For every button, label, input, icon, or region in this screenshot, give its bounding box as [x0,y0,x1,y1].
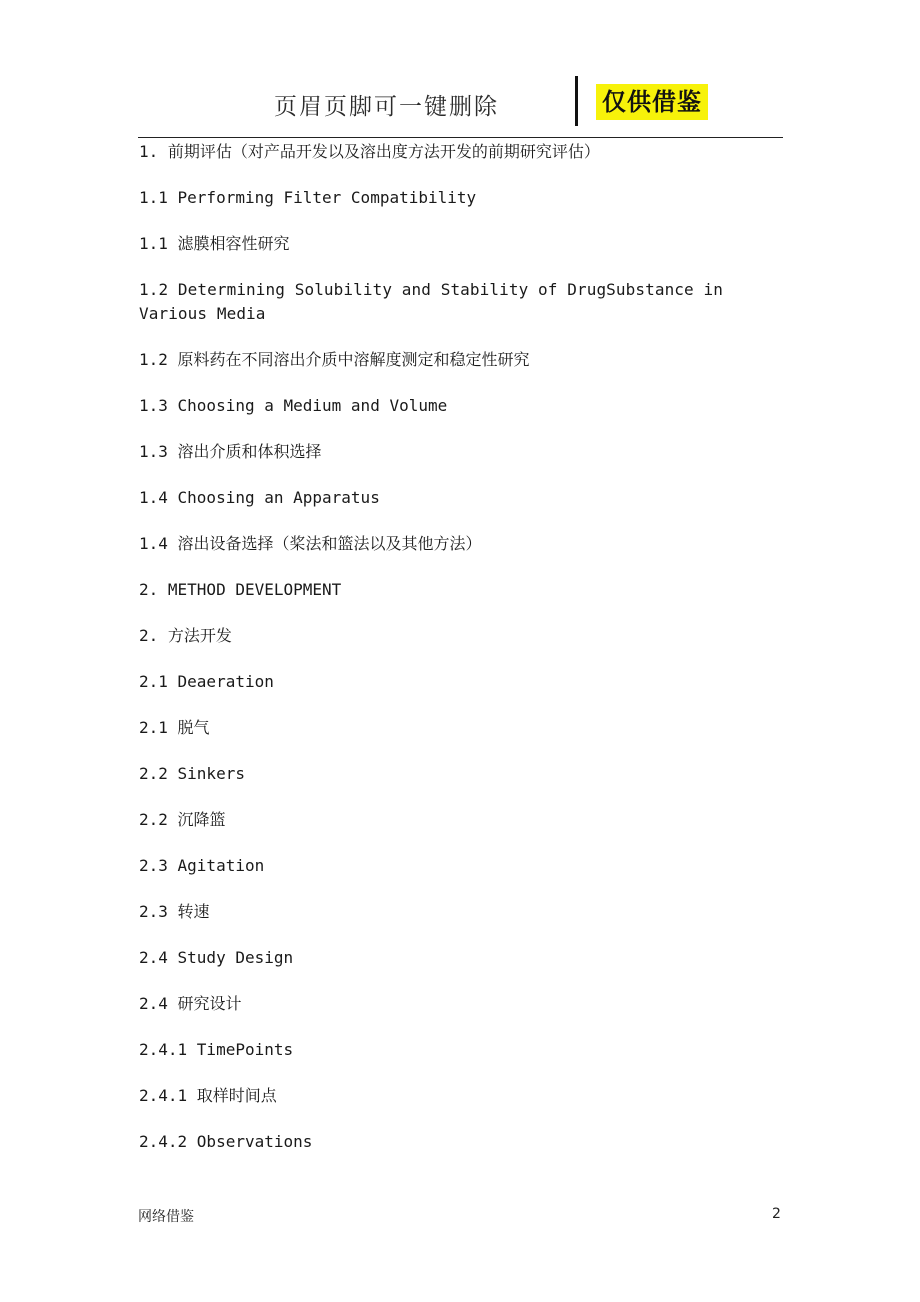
heading-1-2-en: 1.2 Determining Solubility and Stability of DrugSubstance in Various Media [139,280,733,323]
header-text: 页眉页脚可一键删除 [274,94,499,120]
heading-2-1-zh: 2.1 脱气 [139,718,210,737]
heading-2-4-zh: 2.4 研究设计 [139,994,242,1013]
page-number: 2 [772,1206,781,1222]
heading-1-1-en: 1.1 Performing Filter Compatibility [139,188,477,207]
heading-2-4-2-en: 2.4.2 Observations [139,1132,313,1151]
header-divider [575,76,578,126]
heading-2-3-zh: 2.3 转速 [139,902,210,921]
document-body [139,140,779,1176]
footer-text: 网络借鉴 [138,1209,194,1225]
heading-2-1-en: 2.1 Deaeration [139,672,274,691]
heading-2-4-en: 2.4 Study Design [139,948,294,967]
heading-1-2-zh: 1.2 原料药在不同溶出介质中溶解度测定和稳定性研究 [139,350,530,369]
heading-2-4-1-en: 2.4.1 TimePoints [139,1040,294,1059]
heading-2-2-zh: 2.2 沉降篮 [139,810,226,829]
heading-1-3-zh: 1.3 溶出介质和体积选择 [139,442,322,461]
heading-2-3-en: 2.3 Agitation [139,856,265,875]
heading-1: 1. 前期评估（对产品开发以及溶出度方法开发的前期研究评估） [139,142,600,161]
heading-1-4-zh: 1.4 溶出设备选择（桨法和篮法以及其他方法） [139,534,482,553]
heading-2-2-en: 2.2 Sinkers [139,764,245,783]
heading-2-4-1-zh: 2.4.1 取样时间点 [139,1086,277,1105]
heading-1-3-en: 1.3 Choosing a Medium and Volume [139,396,448,415]
heading-1-1-zh: 1.1 滤膜相容性研究 [139,234,290,253]
header-rule [138,137,783,138]
header-badge: 仅供借鉴 [596,84,708,120]
header-banner [262,80,728,130]
heading-1-4-en: 1.4 Choosing an Apparatus [139,488,380,507]
heading-2-en: 2. METHOD DEVELOPMENT [139,580,342,599]
heading-2-zh: 2. 方法开发 [139,626,232,645]
